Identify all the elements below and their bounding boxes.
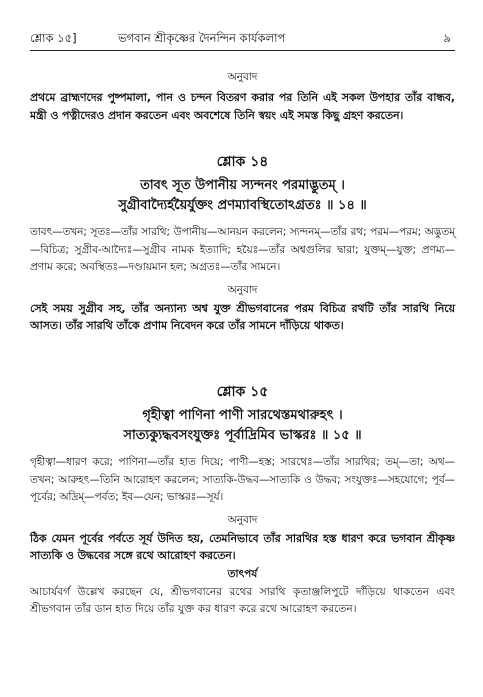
header-verse-ref: শ্লোক ১৫]: [30, 31, 77, 45]
verse-14-section: [30, 150, 455, 335]
verse-line-1: গৃহীত্বা পাণিনা পাণী সারথেস্তমথারুহৎ ।: [142, 408, 343, 423]
translation-text: সেই সময় সুগ্রীব সহ, তাঁর অন্যান্য অশ্ব যুক্ত শ্রীভগবানের পরম বিচিত্র রথটি তাঁর সারথি নিয়ে আসত। তাঁর সারথি তাঁকে প্রণাম নিবেদন করে তাঁর সামনে দাঁড়িয়ে থাকত।: [30, 301, 455, 332]
translation-text: প্রথমে ব্রাহ্মণদের পুষ্পমালা, পান ও চন্দন বিতরণ করার পর তিনি এই সকল উপহার তাঁর বান্ধব, মন্ত্রী ও পত্নীদেরও প্রদান করতেন এবং অবশেষে তিনি স্বয়ং এই সমস্ত কিছু গ্রহণ করতেন।: [30, 91, 455, 122]
translation-text: ঠিক যেমন পূর্বের পর্বতে সূর্য উদিত হয়, তেমনিভাবে তাঁর সারথির হস্ত ধারণ করে ভগবান শ্রীকৃষ্ণ সাত্যকি ও উদ্ধবের সঙ্গে রথে আরোহণ করতেন।: [30, 531, 455, 562]
verse-title: শ্লোক ১৪: [216, 154, 269, 170]
word-for-word: গৃহীত্বা—ধারণ করে; পাণিনা—তাঁর হাত দিয়ে; পাণী—হস্ত; সারথেঃ—তাঁর সারথির; তম্—তা; অথ—তখন; আরুহৎ—তিনি আরোহণ করলেন; সাত্যকি-উদ্ধব—সাত্যকি ও উদ্ধব; সংযুক্তঃ—সহযোগে; পূর্ব—পূর্বের; অদ্রিম্—পর্বত; ইব—যেন; ভাস্করঃ—সূর্য।: [30, 456, 455, 503]
verse-line-2: সুগ্রীবাদ্যৈর্হয়ৈর্যুক্তং প্রণম্যাবস্থিতোঽগ্রতঃ ॥ ১৪ ॥: [118, 198, 367, 213]
verse-15-section: [30, 380, 455, 619]
running-header: [30, 30, 455, 48]
verse-title: শ্লোক ১৫: [216, 384, 269, 400]
purport-text: আচার্যবর্গ উল্লেখ করছেন যে, শ্রীভগবানের রথের সারথি কৃতাঞ্জলিপুটে দাঁড়িয়ে থাকতেন এবং শ্রীভগবান তাঁর ডান হাত দিয়ে তাঁর যুক্ত কর ধারণ করে রথে আরোহণ করতেন।: [30, 585, 455, 615]
verse-line-1: তাবৎ সূত উপানীয় স্যন্দনং পরমাদ্ভুতম্ ।: [140, 178, 345, 193]
header-rule: [30, 50, 455, 51]
translation-label: অনুবাদ: [227, 513, 258, 526]
translation-section-13: [30, 70, 455, 124]
translation-label: অনুবাদ: [227, 283, 258, 296]
purport-label: তাৎপর্য: [227, 567, 258, 580]
word-for-word: তাবৎ—তখন; সূতঃ—তাঁর সারথি; উপানীয়—আনয়ন করলেন; স্যন্দনম্—তাঁর রথ; পরম—পরম; অদ্ভুতম্—বিচিত্র; সুগ্রীব-আদ্যৈঃ—সুগ্রীব নামক ইত্যাদি; হয়ৈঃ—তাঁর অশ্বগুলির দ্বারা; যুক্তম্—যুক্ত; প্রণম্য—প্রণাম করে; অবস্থিতঃ—দণ্ডায়মান হল; অগ্রতঃ—তাঁর সামনে।: [30, 226, 455, 273]
verse-line-2: সাত্যক্যুদ্ধবসংযুক্তঃ পূর্বাদ্রিমিব ভাস্করঃ ॥ ১৫ ॥: [123, 428, 362, 443]
header-title: ভগবান শ্রীকৃষ্ণের দৈনন্দিন কার্যকলাপ: [118, 31, 286, 45]
translation-label: অনুবাদ: [227, 71, 258, 83]
page-number: ৯: [443, 31, 451, 45]
